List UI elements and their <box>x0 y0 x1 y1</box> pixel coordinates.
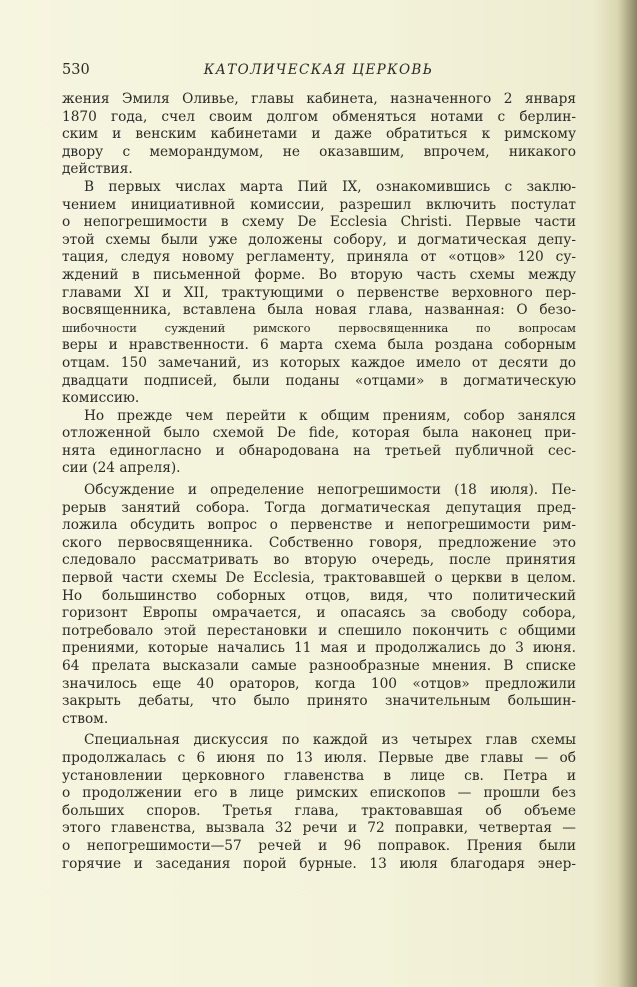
text-line: шибочности суждений римского первосвященника по вопросам <box>62 320 576 335</box>
text-line: отложенной было схемой De fide, которая была наконец при- <box>62 425 576 442</box>
text-line: веры и нравственности. 6 марта схема была роздана соборным <box>62 337 576 354</box>
paragraph <box>62 91 576 179</box>
text-line: рерыв занятий собора. Тогда догматическая депутация пред- <box>62 499 576 516</box>
text-line: ждений в письменной форме. Во вторую часть схемы между <box>62 266 576 283</box>
text-line: закрыть дебаты, что было принято значительным большин- <box>62 693 576 710</box>
text-line: комиссию. <box>62 390 140 407</box>
text-line: действия. <box>62 161 133 178</box>
text-line: Но прежде чем перейти к общим прениям, собор занялся <box>84 407 576 424</box>
body-text <box>62 91 576 873</box>
text-line: установлении церковного главенства в лице св. Петра и <box>62 767 576 784</box>
text-line: Обсуждение и определение непогрешимости (18 июля). Пе- <box>84 482 576 499</box>
paragraph <box>62 179 576 408</box>
page-header <box>62 62 575 84</box>
text-line: следовало рассматривать во вторую очередь, после принятия <box>62 552 576 569</box>
text-line: тация, следуя новому регламенту, приняла от «отцов» 120 су- <box>62 249 576 266</box>
text-line: этой схемы были уже доложены собору, и догматическая депу- <box>62 231 576 248</box>
text-line: 1870 года, счел своим долгом обменяться нотами с берлин- <box>62 108 576 125</box>
text-line: ским и венским кабинетами и даже обратиться к римскому <box>62 126 576 143</box>
text-line: ского первосвященника. Собственно говоря, предложение это <box>62 534 576 551</box>
text-line: главами XI и XII, трактующими о первенстве верховного пер- <box>62 284 576 301</box>
text-line: горизонт Европы омрачается, и опасаясь за свободу собора, <box>62 605 576 622</box>
paragraph <box>62 732 576 873</box>
text-line: о продолжении его в лице римских епископов — прошли без <box>62 785 576 802</box>
paragraph <box>62 482 576 728</box>
running-title: КАТОЛИЧЕСКАЯ ЦЕРКОВЬ <box>203 62 434 78</box>
text-line: первой части схемы De Ecclesia, трактовавшей о церкви в целом. <box>62 570 576 587</box>
text-line: 64 прелата высказали самые разнообразные мнения. В списке <box>62 658 576 674</box>
text-line: ложила обсудить вопрос о первенстве и непогрешимости рим- <box>62 517 576 534</box>
text-line: нята единогласно и обнародована на третьей публичной сес- <box>62 442 576 459</box>
text-line: восвященника, вставлена была новая глава, названная: О безо- <box>62 302 576 319</box>
text-line: сии (24 апреля). <box>62 460 181 477</box>
text-line: потребовало этой перестановки и спешило покончить с общими <box>62 622 576 639</box>
text-line: двору с меморандумом, не оказавшим, впрочем, никакого <box>62 143 576 160</box>
text-line: ством. <box>62 710 109 727</box>
text-line: о непогрешимости в схему De Ecclesia Christi. Первые части <box>62 214 576 231</box>
text-line: Специальная дискуссия по каждой из четырех глав схемы <box>84 732 576 749</box>
paragraph <box>62 408 576 478</box>
text-line: прениями, которые начались 11 мая и продолжались до 3 июня. <box>62 640 576 657</box>
text-line: больших споров. Третья глава, трактовавшая об объеме <box>62 802 576 819</box>
text-line: значилось еще 40 ораторов, когда 100 «отцов» предложили <box>62 675 576 692</box>
text-line: этого главенства, вызвала 32 речи и 72 поправки, четвертая — <box>62 820 576 837</box>
text-line: продолжалась с 6 июня по 13 июля. Первые две главы — об <box>62 749 576 766</box>
text-line: двадцати подписей, были поданы «отцами» в догматическую <box>62 372 576 389</box>
text-line: жения Эмиля Оливье, главы кабинета, назначенного 2 января <box>62 91 576 107</box>
text-line: чением инициативной комиссии, разрешил включить постулат <box>62 196 576 213</box>
text-line: Но большинство соборных отцов, видя, что политический <box>62 587 576 604</box>
text-line: горячие и заседания порой бурные. 13 июля благодаря энер- <box>62 855 576 872</box>
text-line: отцам. 150 замечаний, из которых каждое имело от десяти до <box>62 354 576 371</box>
text-line: В первых числах марта Пий IX, ознакомившись с заклю- <box>84 178 576 195</box>
page-number: 530 <box>62 62 90 78</box>
text-line: о непогрешимости—57 речей и 96 поправок. Прения были <box>62 837 576 854</box>
